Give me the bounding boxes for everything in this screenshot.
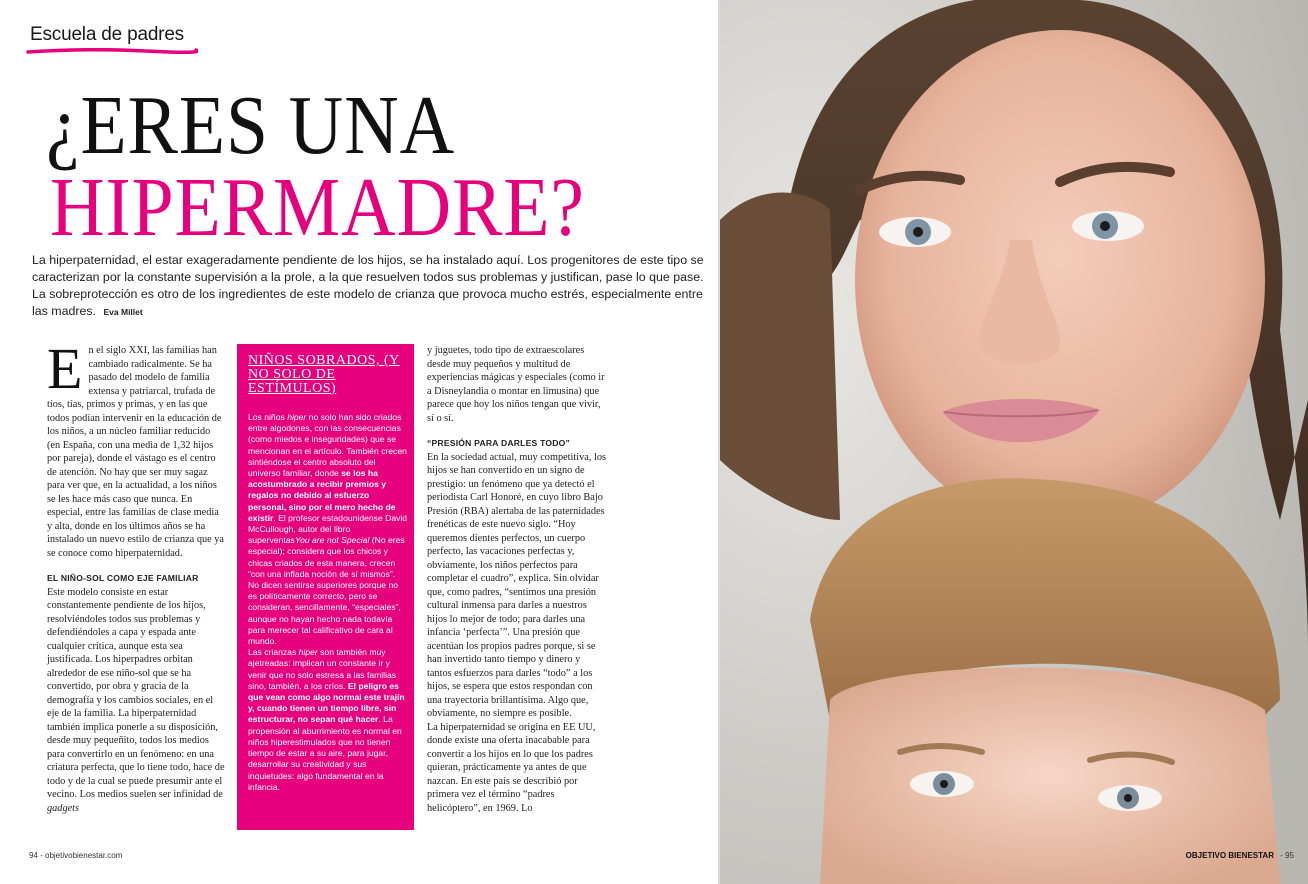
section-underline: [26, 48, 198, 54]
sidebar-text-run: no solo han sido criados entre algodones, con las consecuencias (como miedos e inseguridades) que se mencionan en el artículo. También crecen sintiéndose el centro absoluto del universo familiar, donde: [248, 412, 407, 479]
title-line-1: ¿ERES UNA: [46, 79, 456, 172]
sidebar-paragraph-2: [248, 647, 408, 793]
magazine-logo: OBJETIVO BIENESTAR: [1185, 851, 1274, 860]
col3-subhead: “PRESIÓN PARA DARLES TODO”: [427, 438, 571, 448]
folio-right: [1186, 851, 1294, 860]
folio-left: 94 - objetivobienestar.com: [29, 851, 123, 860]
col1-italic: gadgets: [47, 802, 80, 814]
title-line-2: HIPERMADRE?: [50, 161, 585, 254]
lead-text: La hiperpaternidad, el estar exageradamente pendiente de los hijos, se ha instalado aquí. Los progenitores de este tipo se caracterizan por la constante supervisión a la prole, a la que resuelven todos sus problemas y justifican, pase lo que pase. La sobreprotección es otro de los ingredientes de este modelo de crianza que provoca mucho estrés, especialmente entre las madres.: [32, 253, 704, 318]
sidebar-paragraph-1: [248, 412, 408, 647]
sidebar-text-run: Los niños: [248, 412, 288, 422]
col1-text-2: Este modelo consiste en estar constantemente pendiente de los hijos, resolviéndoles todos sus problemas y defendiéndoles a capa y espada ante cualquier crítica, aunque esta sea justificada. Los hiperpadres orbitan alrededor de ese niño-sol que se ha convertido, por obra y gracia de la demografía y los cambios sociales, en el eje de la familia. La hiperpaternidad también implica ponerle a su disposición, desde muy pequeñito, todos los medios para convertirlo en un fenómeno: en una criatura perfecta, que lo tiene todo, hace de todo y de la cual se puede presumir ante el vecino. Los medios suelen ser infinidad de: [47, 586, 225, 800]
page-number: - 95: [1280, 851, 1294, 860]
sidebar-text-run: . La propensión al aburrimiento es normal en niños hiperestimulados que no tienen tiempo de estar a su aire, para jugar, desarrollar su creatividad y sus inquietudes: algo fundamental en la infancia.: [248, 714, 402, 792]
sidebar-text-run: . El profesor estadounidense David McCullough, autor del libro superventas: [248, 512, 408, 546]
sidebar-italic-run: hiper: [287, 412, 307, 422]
sidebar-bold-run: se los ha acostumbrado a recibir premios y regalos no debido al esfuerzo personal, sino por el mero hecho de existir: [248, 468, 396, 523]
photo-page: [720, 0, 1308, 884]
col1-text-1: n el siglo XXI, las familias han cambiado radicalmente. Se ha pasado del modelo de familia extensa y patriarcal, trufada de tíos, tías, primos y primas, y en las que todos podían intervenir en la educación de los niños, a un núcleo familiar reducido (en España, con una media de 1,32 hijos por pareja), donde el vástago es el centro de atención. No hay que ser muy sagaz para ver que, en la actualidad, a los niños se les hace más caso que nunca. En especial, entre las familias de clase media y alta, donde en los últimos años se ha instalado un nuevo estilo de crianza que ya se conoce como hiperpaternidad.: [47, 345, 224, 559]
column-3: [427, 344, 607, 815]
col3-paragraph-2: En la sociedad actual, muy competitiva, los hijos se han convertido en un signo de prestigio: un fenómeno que ya detectó el periodista Carl Honoré, en cuyo libro Bajo Presión (RBA) alertaba de las paternidades frenéticas de este nuevo siglo. “Hoy queremos dientes perfectos, un cuerpo perfecto, las vacaciones perfectas y, obviamente, los niños perfectos para completar el cuadro”, explica. Sin olvidar que, como padres, “sentimos una presión cultural inmensa para darles a nuestros hijos lo mejor de todo; para darles una infancia ‘perfecta’”. Una presión que acentúan los propios padres porque, si se han invertido tanto tiempo y dinero y tantos esfuerzos para darles “todo” a los hijos, se espera que estos respondan con una trayectoria brillantísima. Algo que, obviamente, no siempre es posible.: [427, 451, 606, 719]
sidebar-box: [237, 344, 414, 830]
sidebar-text-run: (No eres especial); considera que los chicos y chicas criados de esta manera, crecen “con una inflada noción de sí mismos”. No dicen sentirse superiores porque no es políticamente correcto, pero se consideran, sencillamente, “especiales”, aunque no hayan hecho nada todavía para merecer tal calificativo de cara al mundo.: [248, 535, 405, 647]
mother-left-hair: [720, 193, 840, 521]
col1-paragraph-1: [47, 336, 225, 560]
sidebar-text: [248, 412, 408, 793]
sidebar-title: NIÑOS SOBRADOS, (Y NO SOLO DE ESTÍMULOS): [248, 353, 400, 396]
col3-paragraph-3: La hiperpaternidad se origina en EE UU, donde existe una oferta inacabable para convertir a los hijos en lo que los padres quieran, prácticamente ya antes de que nazcan. En este país se describió por primera vez el término “padres helicóptero”, en 1969. Lo: [427, 721, 596, 814]
col1-subhead: EL NIÑO-SOL COMO EJE FAMILIAR: [47, 573, 199, 583]
sidebar-bold-run: El peligro es que vean como algo normal este trajín y, cuando tienen un tiempo libre, sin estructurar, no sepan qué hacer: [248, 680, 405, 725]
col1-paragraph-2: [47, 586, 225, 816]
sidebar-italic-run: You are not Special: [294, 535, 370, 546]
drop-cap: E: [47, 336, 83, 401]
lead-paragraph: [32, 252, 708, 321]
sidebar-text-run: Las crianzas: [248, 647, 299, 658]
section-label: Escuela de padres: [30, 24, 184, 45]
mother-and-child-photo: [720, 0, 1308, 884]
author-byline: Eva Millet: [103, 307, 143, 317]
column-1: [47, 336, 225, 815]
sidebar-italic-run: hiper: [298, 647, 318, 658]
mother-face: [855, 30, 1265, 530]
col3-paragraph-1: y juguetes, todo tipo de extraescolares desde muy pequeños y multitud de experiencias mágicas y especiales (como ir a Disneylandia o montar en limusina) que parece que hoy los niños tengan que vivir, sí o sí.: [427, 345, 605, 424]
sidebar-text-run: son también muy ajetreadas: implican un constante ir y venir que no solo estresa a las familias sino, también, a los críos.: [248, 647, 397, 691]
